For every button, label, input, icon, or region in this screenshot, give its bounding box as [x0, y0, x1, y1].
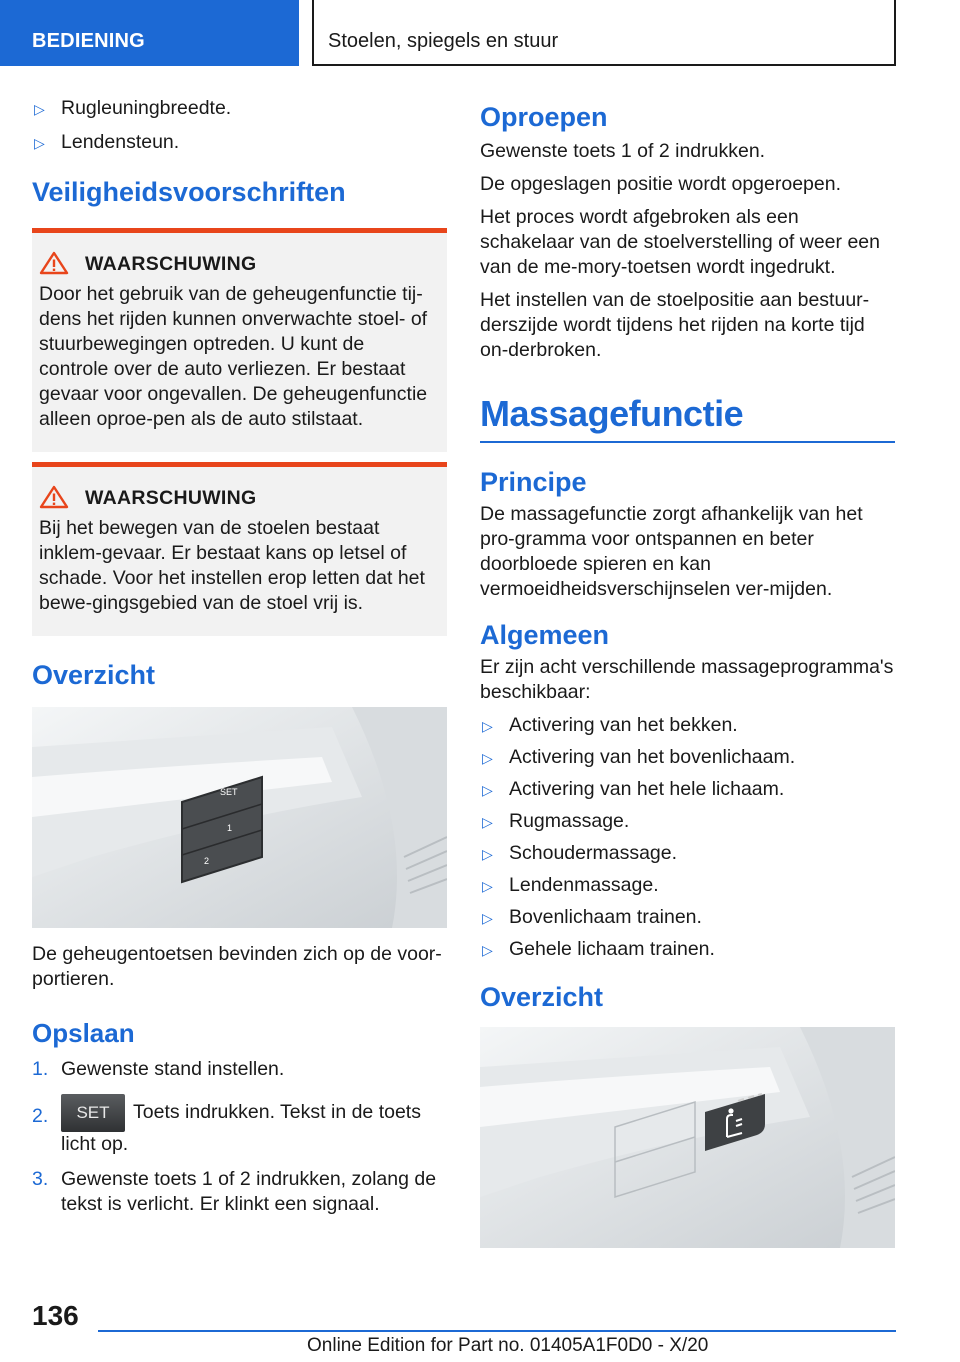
- warning-triangle-icon: [39, 485, 69, 509]
- set-key-icon: SET: [61, 1094, 125, 1132]
- list-item: ▷ Activering van het hele lichaam.: [480, 777, 895, 802]
- page-header: [0, 0, 960, 66]
- warning-label: WAARSCHUWING: [39, 487, 439, 510]
- paragraph: Het instellen van de stoelpositie aan bestuur-derszijde wordt tijdens het rijden na korte tijd on-derbroken.: [480, 289, 870, 361]
- triangle-bullet-icon: ▷: [482, 910, 493, 926]
- footer-rule: [98, 1330, 896, 1332]
- section-tab: BEDIENING: [0, 0, 299, 66]
- massage-heading: Massagefunctie: [480, 393, 744, 434]
- general-text: Er zijn acht verschillende massageprogramma's beschikbaar:: [480, 656, 894, 703]
- triangle-bullet-icon: ▷: [482, 878, 493, 894]
- list-item: ▷ Schoudermassage.: [480, 841, 895, 866]
- warning-box: [32, 462, 447, 636]
- warning-box: [32, 228, 447, 452]
- overview-heading: Overzicht: [480, 982, 604, 1012]
- paragraph: Gewenste toets 1 of 2 indrukken.: [480, 140, 766, 162]
- triangle-bullet-icon: ▷: [482, 942, 493, 958]
- heading-rule: [480, 441, 895, 443]
- list-item: ▷ Activering van het bovenlichaam.: [480, 745, 895, 770]
- triangle-bullet-icon: ▷: [482, 814, 493, 830]
- triangle-bullet-icon: ▷: [34, 135, 45, 151]
- page-number: 136: [32, 1300, 79, 1331]
- list-item: ▷ Lendenmassage.: [480, 873, 895, 898]
- principle-heading: Principe: [480, 467, 587, 497]
- door-panel-illustration: [32, 707, 447, 928]
- triangle-bullet-icon: ▷: [482, 750, 493, 766]
- list-item: ▷ Rugleuningbreedte.: [32, 96, 447, 121]
- door-panel-illustration: [480, 1027, 895, 1248]
- warning-label: WAARSCHUWING: [39, 253, 439, 276]
- memory-button-2-label: 2: [204, 856, 210, 866]
- recall-heading: Oproepen: [480, 102, 608, 132]
- step-item: 1. Gewenste stand instellen.: [32, 1058, 285, 1080]
- right-column: [480, 102, 895, 1248]
- paragraph: De opgeslagen positie wordt opgeroepen.: [480, 173, 842, 195]
- overview-text: De geheugentoetsen bevinden zich op de voor-portieren.: [32, 943, 442, 990]
- triangle-bullet-icon: ▷: [482, 782, 493, 798]
- edition-text: Online Edition for Part no. 01405A1F0D0 - X/20: [307, 1335, 709, 1356]
- massage-button-photo: [480, 1027, 895, 1248]
- list-item: ▷ Bovenlichaam trainen.: [480, 905, 895, 930]
- list-item: ▷ Gehele lichaam trainen.: [480, 937, 895, 962]
- principle-text: De massagefunctie zorgt afhankelijk van het pro-gramma voor ontspannen en beter doorbloede spieren en kan vermoeidheidsverschijnselen ver-mijden.: [480, 503, 863, 600]
- save-heading: Opslaan: [32, 1018, 135, 1048]
- step-item: 3. Gewenste toets 1 of 2 indrukken, zolang de tekst is verlicht. Er klinkt een signaal.: [32, 1168, 437, 1215]
- set-button-label: SET: [220, 787, 238, 797]
- paragraph: Het proces wordt afgebroken als een schakelaar van de stoelverstelling of weer een van de me-mory-toetsen wordt ingedrukt.: [480, 206, 880, 278]
- triangle-bullet-icon: ▷: [34, 101, 45, 117]
- step-item: 2. SET Toets indrukken. Tekst in de toets licht op.: [32, 1094, 447, 1157]
- list-item: ▷ Activering van het bekken.: [480, 713, 895, 738]
- list-item: ▷ Rugmassage.: [480, 809, 895, 834]
- triangle-bullet-icon: ▷: [482, 846, 493, 862]
- chapter-title: Stoelen, spiegels en stuur: [312, 0, 896, 66]
- triangle-bullet-icon: ▷: [482, 718, 493, 734]
- warning-text: Door het gebruik van de geheugenfunctie tij-dens het rijden kunnen onverwachte stoel- of stuurbewegingen optreden. U kunt de controle over de auto verliezen. Er bestaat gevaar voor ongevallen. De geheugenfunctie alleen oproe-pen als de auto stilstaat.: [39, 283, 428, 430]
- overview-heading: Overzicht: [32, 660, 156, 690]
- safety-heading: Veiligheidsvoorschriften: [32, 177, 346, 207]
- general-heading: Algemeen: [480, 620, 610, 650]
- memory-buttons-photo: [32, 707, 447, 928]
- left-column: [32, 96, 447, 1217]
- warning-triangle-icon: [39, 251, 69, 275]
- list-item: ▷ Lendensteun.: [32, 130, 447, 155]
- warning-text: Bij het bewegen van de stoelen bestaat inklem-gevaar. Er bestaat kans op letsel of schade. Voor het instellen erop letten dat het bewe-gingsgebied van de stoel vrij is.: [39, 517, 425, 614]
- memory-button-1-label: 1: [227, 823, 233, 833]
